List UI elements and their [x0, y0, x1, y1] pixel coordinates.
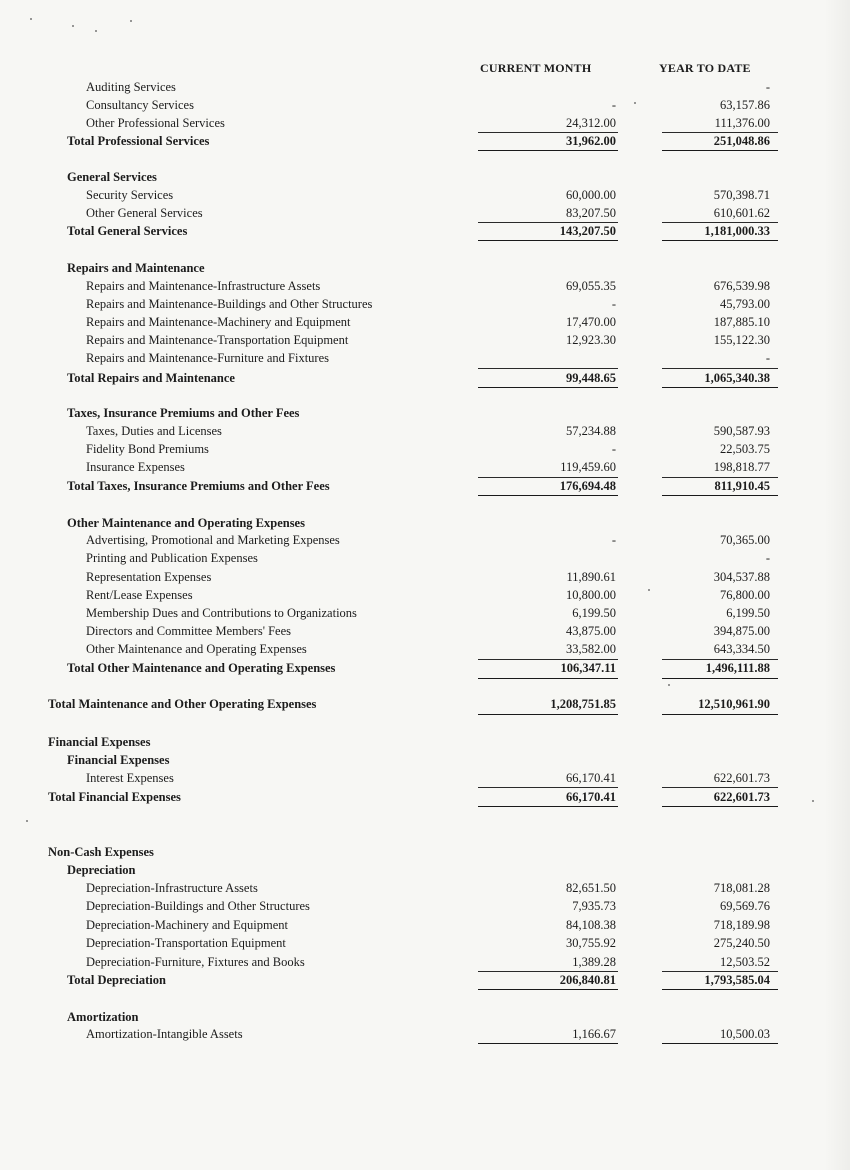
total-rule	[478, 150, 618, 151]
total-rule	[662, 678, 778, 679]
scan-speck	[30, 18, 32, 20]
line-item: Other General Services 83,207.50 610,601.62	[86, 206, 770, 220]
scan-speck	[95, 30, 97, 32]
line-item: Printing and Publication Expenses -	[86, 551, 770, 565]
scan-speck	[72, 25, 74, 27]
grand-total-row: Total Maintenance and Other Operating Expenses 1,208,751.85 12,510,961.90	[48, 697, 770, 711]
line-item: Repairs and Maintenance-Buildings and Other Structures - 45,793.00	[86, 297, 770, 311]
total-row: Total Taxes, Insurance Premiums and Other Fees 176,694.48 811,910.45	[67, 479, 770, 493]
line-item: Depreciation-Machinery and Equipment 84,108.38 718,189.98	[86, 918, 770, 932]
total-rule	[662, 240, 778, 241]
scan-speck	[26, 820, 28, 822]
total-rule	[478, 495, 618, 496]
header-year-to-date: YEAR TO DATE	[659, 61, 751, 75]
line-item: Advertising, Promotional and Marketing Expenses - 70,365.00	[86, 533, 770, 547]
section-heading: Taxes, Insurance Premiums and Other Fees	[67, 406, 300, 420]
section-heading: Financial Expenses	[48, 735, 151, 749]
total-rule	[478, 714, 618, 715]
line-item: Other Maintenance and Operating Expenses 33,582.00 643,334.50	[86, 642, 770, 656]
line-item: Repairs and Maintenance-Machinery and Equipment 17,470.00 187,885.10	[86, 315, 770, 329]
total-rule	[662, 806, 778, 807]
total-row: Total Other Maintenance and Operating Expenses 106,347.11 1,496,111.88	[67, 661, 770, 675]
line-item: Depreciation-Buildings and Other Structures 7,935.73 69,569.76	[86, 899, 770, 913]
section-heading: Repairs and Maintenance	[67, 261, 205, 275]
total-rule	[662, 714, 778, 715]
total-rule	[662, 387, 778, 388]
scan-speck	[130, 20, 132, 22]
line-item: Depreciation-Transportation Equipment 30,755.92 275,240.50	[86, 936, 770, 950]
line-item: Repairs and Maintenance-Infrastructure Assets 69,055.35 676,539.98	[86, 279, 770, 293]
total-rule	[478, 989, 618, 990]
total-rule	[662, 989, 778, 990]
subsection-heading: Financial Expenses	[67, 753, 170, 767]
scan-speck	[812, 800, 814, 802]
line-item: Membership Dues and Contributions to Organizations 6,199.50 6,199.50	[86, 606, 770, 620]
line-item: Repairs and Maintenance-Furniture and Fixtures -	[86, 351, 770, 365]
subsection-heading: Depreciation	[67, 863, 136, 877]
total-rule	[478, 1043, 618, 1044]
total-rule	[478, 678, 618, 679]
line-item: Directors and Committee Members' Fees 43,875.00 394,875.00	[86, 624, 770, 638]
section-heading: Non-Cash Expenses	[48, 845, 154, 859]
total-row: Total Professional Services 31,962.00 251,048.86	[67, 134, 770, 148]
subsection-heading: Amortization	[67, 1010, 139, 1024]
total-row: Total Depreciation 206,840.81 1,793,585.04	[67, 973, 770, 987]
total-rule	[478, 806, 618, 807]
total-rule	[662, 150, 778, 151]
line-item: Fidelity Bond Premiums - 22,503.75	[86, 442, 770, 456]
total-rule	[478, 387, 618, 388]
scan-speck	[648, 589, 650, 591]
section-heading: General Services	[67, 170, 157, 184]
line-item: Auditing Services -	[86, 80, 770, 94]
total-rule	[662, 1043, 778, 1044]
line-item: Taxes, Duties and Licenses 57,234.88 590,587.93	[86, 424, 770, 438]
line-item: Depreciation-Infrastructure Assets 82,651.50 718,081.28	[86, 881, 770, 895]
scan-speck	[668, 684, 670, 686]
total-rule	[662, 495, 778, 496]
total-row: Total Repairs and Maintenance 99,448.65 1,065,340.38	[67, 371, 770, 385]
line-item: Other Professional Services 24,312.00 111,376.00	[86, 116, 770, 130]
line-item: Security Services 60,000.00 570,398.71	[86, 188, 770, 202]
header-current-month: CURRENT MONTH	[480, 61, 592, 75]
line-item: Rent/Lease Expenses 10,800.00 76,800.00	[86, 588, 770, 602]
line-item: Amortization-Intangible Assets 1,166.67 10,500.03	[86, 1027, 770, 1041]
section-heading: Other Maintenance and Operating Expenses	[67, 516, 305, 530]
scan-speck	[634, 102, 636, 104]
total-row: Total General Services 143,207.50 1,181,000.33	[67, 224, 770, 238]
line-item: Interest Expenses 66,170.41 622,601.73	[86, 771, 770, 785]
line-item: Repairs and Maintenance-Transportation Equipment 12,923.30 155,122.30	[86, 333, 770, 347]
line-item: Representation Expenses 11,890.61 304,537.88	[86, 570, 770, 584]
line-item: Insurance Expenses 119,459.60 198,818.77	[86, 460, 770, 474]
line-item: Consultancy Services - 63,157.86	[86, 98, 770, 112]
total-row: Total Financial Expenses 66,170.41 622,601.73	[48, 790, 770, 804]
total-rule	[478, 240, 618, 241]
line-item: Depreciation-Furniture, Fixtures and Books 1,389.28 12,503.52	[86, 955, 770, 969]
scan-edge-shadow	[824, 0, 850, 1170]
